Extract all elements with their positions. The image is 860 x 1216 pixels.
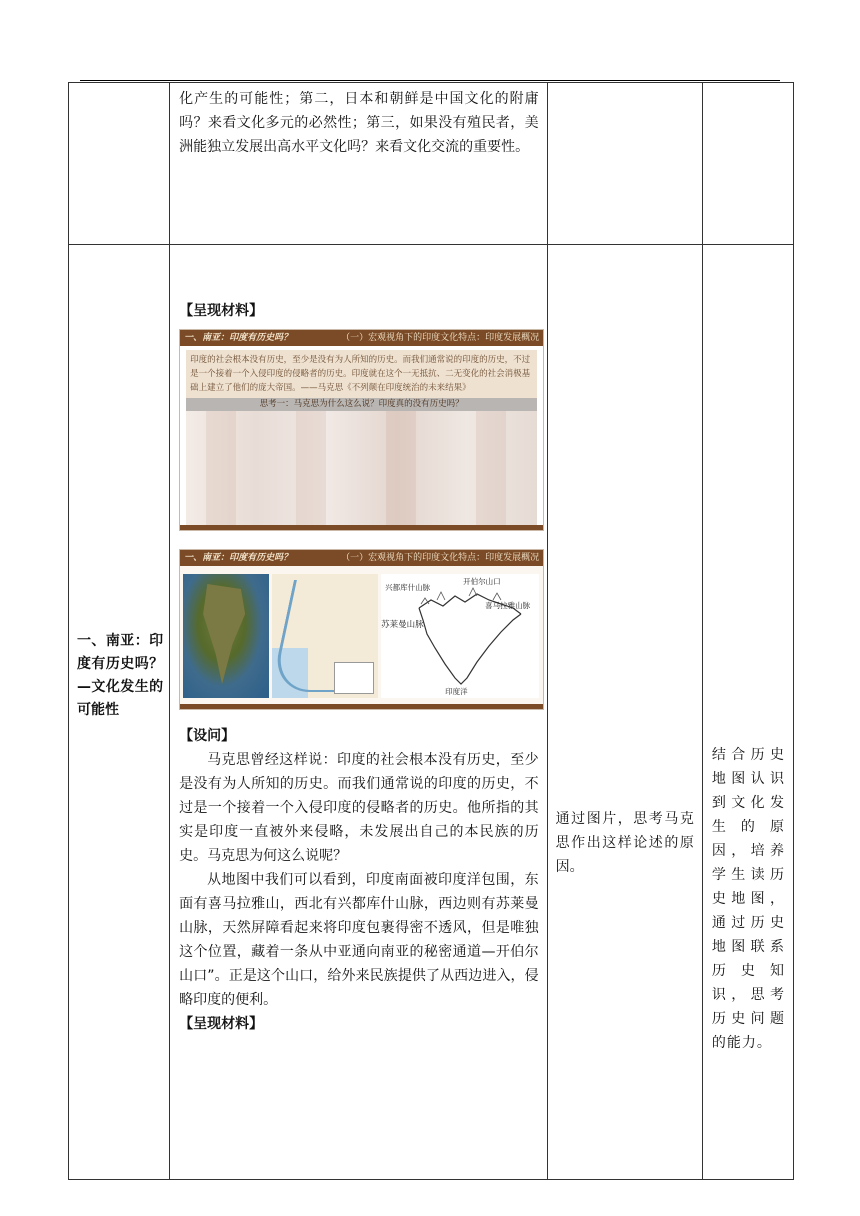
row2-col4-cell: [702, 245, 793, 1180]
mountain-map-image: [381, 574, 539, 698]
continued-text: 化产生的可能性；第二，日本和朝鲜是中国文化的附庸吗？来看文化多元的必然性；第三，如果没有殖民者，美洲能独立发展出高水平文化吗？来看文化交流的重要性。: [179, 91, 539, 155]
row2-col1-cell: [69, 245, 170, 1180]
table-row: [69, 83, 794, 245]
slide-background-image: [186, 411, 537, 525]
slide-question: 思考一：马克思为什么这么说？印度真的没有历史吗？: [186, 398, 537, 411]
lesson-plan-table: [68, 82, 794, 1180]
question-paragraph-2: 从地图中我们可以看到，印度南面被印度洋包围，东面有喜马拉雅山，西北有兴都库什山脉，西边则有苏莱曼山脉，天然屏障看起来将印度包裹得密不透风，但是唯独这个位置，藏着一条从中亚通向南亚的秘密通道—开伯尔山口”。正是这个山口，给外来民族提供了从西边进入，侵略印度的便利。: [179, 872, 539, 1008]
header-rule: [80, 80, 780, 81]
row2-col3-cell: [547, 245, 702, 1180]
label-sulaiman: 苏莱曼山脉: [381, 620, 424, 630]
material-heading: 【呈现材料】: [179, 1016, 264, 1032]
label-indian-ocean: 印度洋: [445, 687, 468, 696]
student-activity-text: 通过图片，思考马克思作出这样论述的原因。: [555, 811, 694, 875]
slide-title-right: （一）宏观视角下的印度文化特点：印度发展概况: [341, 553, 540, 563]
river-map-image: [272, 574, 378, 698]
design-intent-text: 结合历史地图认识到文化发生的原因，培养学生读历史地图，通过历史地图联系历史知识，思考历史问题的能力。: [711, 747, 785, 1051]
row1-col2-cell: [170, 83, 548, 245]
slide-image-quote: [179, 329, 544, 531]
question-paragraph-1: 马克思曾经这样说：印度的社会根本没有历史，至少是没有为人所知的历史。而我们通常说的印度的历史，不过是一个接着一个入侵印度的侵略者的历史。他所指的其实是印度一直被外来侵略，未发展出自己的本民族的历史。马克思为何这么说呢？: [179, 752, 539, 864]
slide-title-right: （一）宏观视角下的印度文化特点：印度发展概况: [341, 333, 540, 343]
material-heading: 【呈现材料】: [179, 303, 264, 319]
label-hindu-kush: 兴都库什山脉: [385, 583, 431, 592]
row1-col3-cell: [547, 83, 702, 245]
slide-title-left: 一、南亚：印度有历史吗？: [184, 333, 293, 343]
slide-image-maps: [179, 549, 544, 710]
row1-col4-cell: [702, 83, 793, 245]
slide-title-bar: [180, 550, 543, 566]
label-khyber-pass: 开伯尔山口: [463, 577, 501, 586]
row1-col1-cell: [69, 83, 170, 245]
question-heading: 【设问】: [179, 728, 236, 744]
slide-title-bar: [180, 330, 543, 346]
slide-title-left: 一、南亚：印度有历史吗？: [184, 553, 293, 563]
slide-quote: 印度的社会根本没有历史，至少是没有为人所知的历史。而我们通常说的印度的历史，不过是一个接着一个入侵印度的侵略者的历史。印度就在这个一无抵抗、二无变化的社会消极基础上建立了他们的庞大帝国。——马克思《不列颠在印度统治的未来结果》: [186, 350, 537, 398]
row2-col2-cell: [170, 245, 548, 1180]
table-row: [69, 245, 794, 1180]
section-title: 一、南亚：印度有历史吗？—文化发生的可能性: [77, 633, 164, 718]
satellite-map-image: [183, 574, 269, 698]
label-himalaya: 喜马拉雅山脉: [485, 601, 531, 610]
